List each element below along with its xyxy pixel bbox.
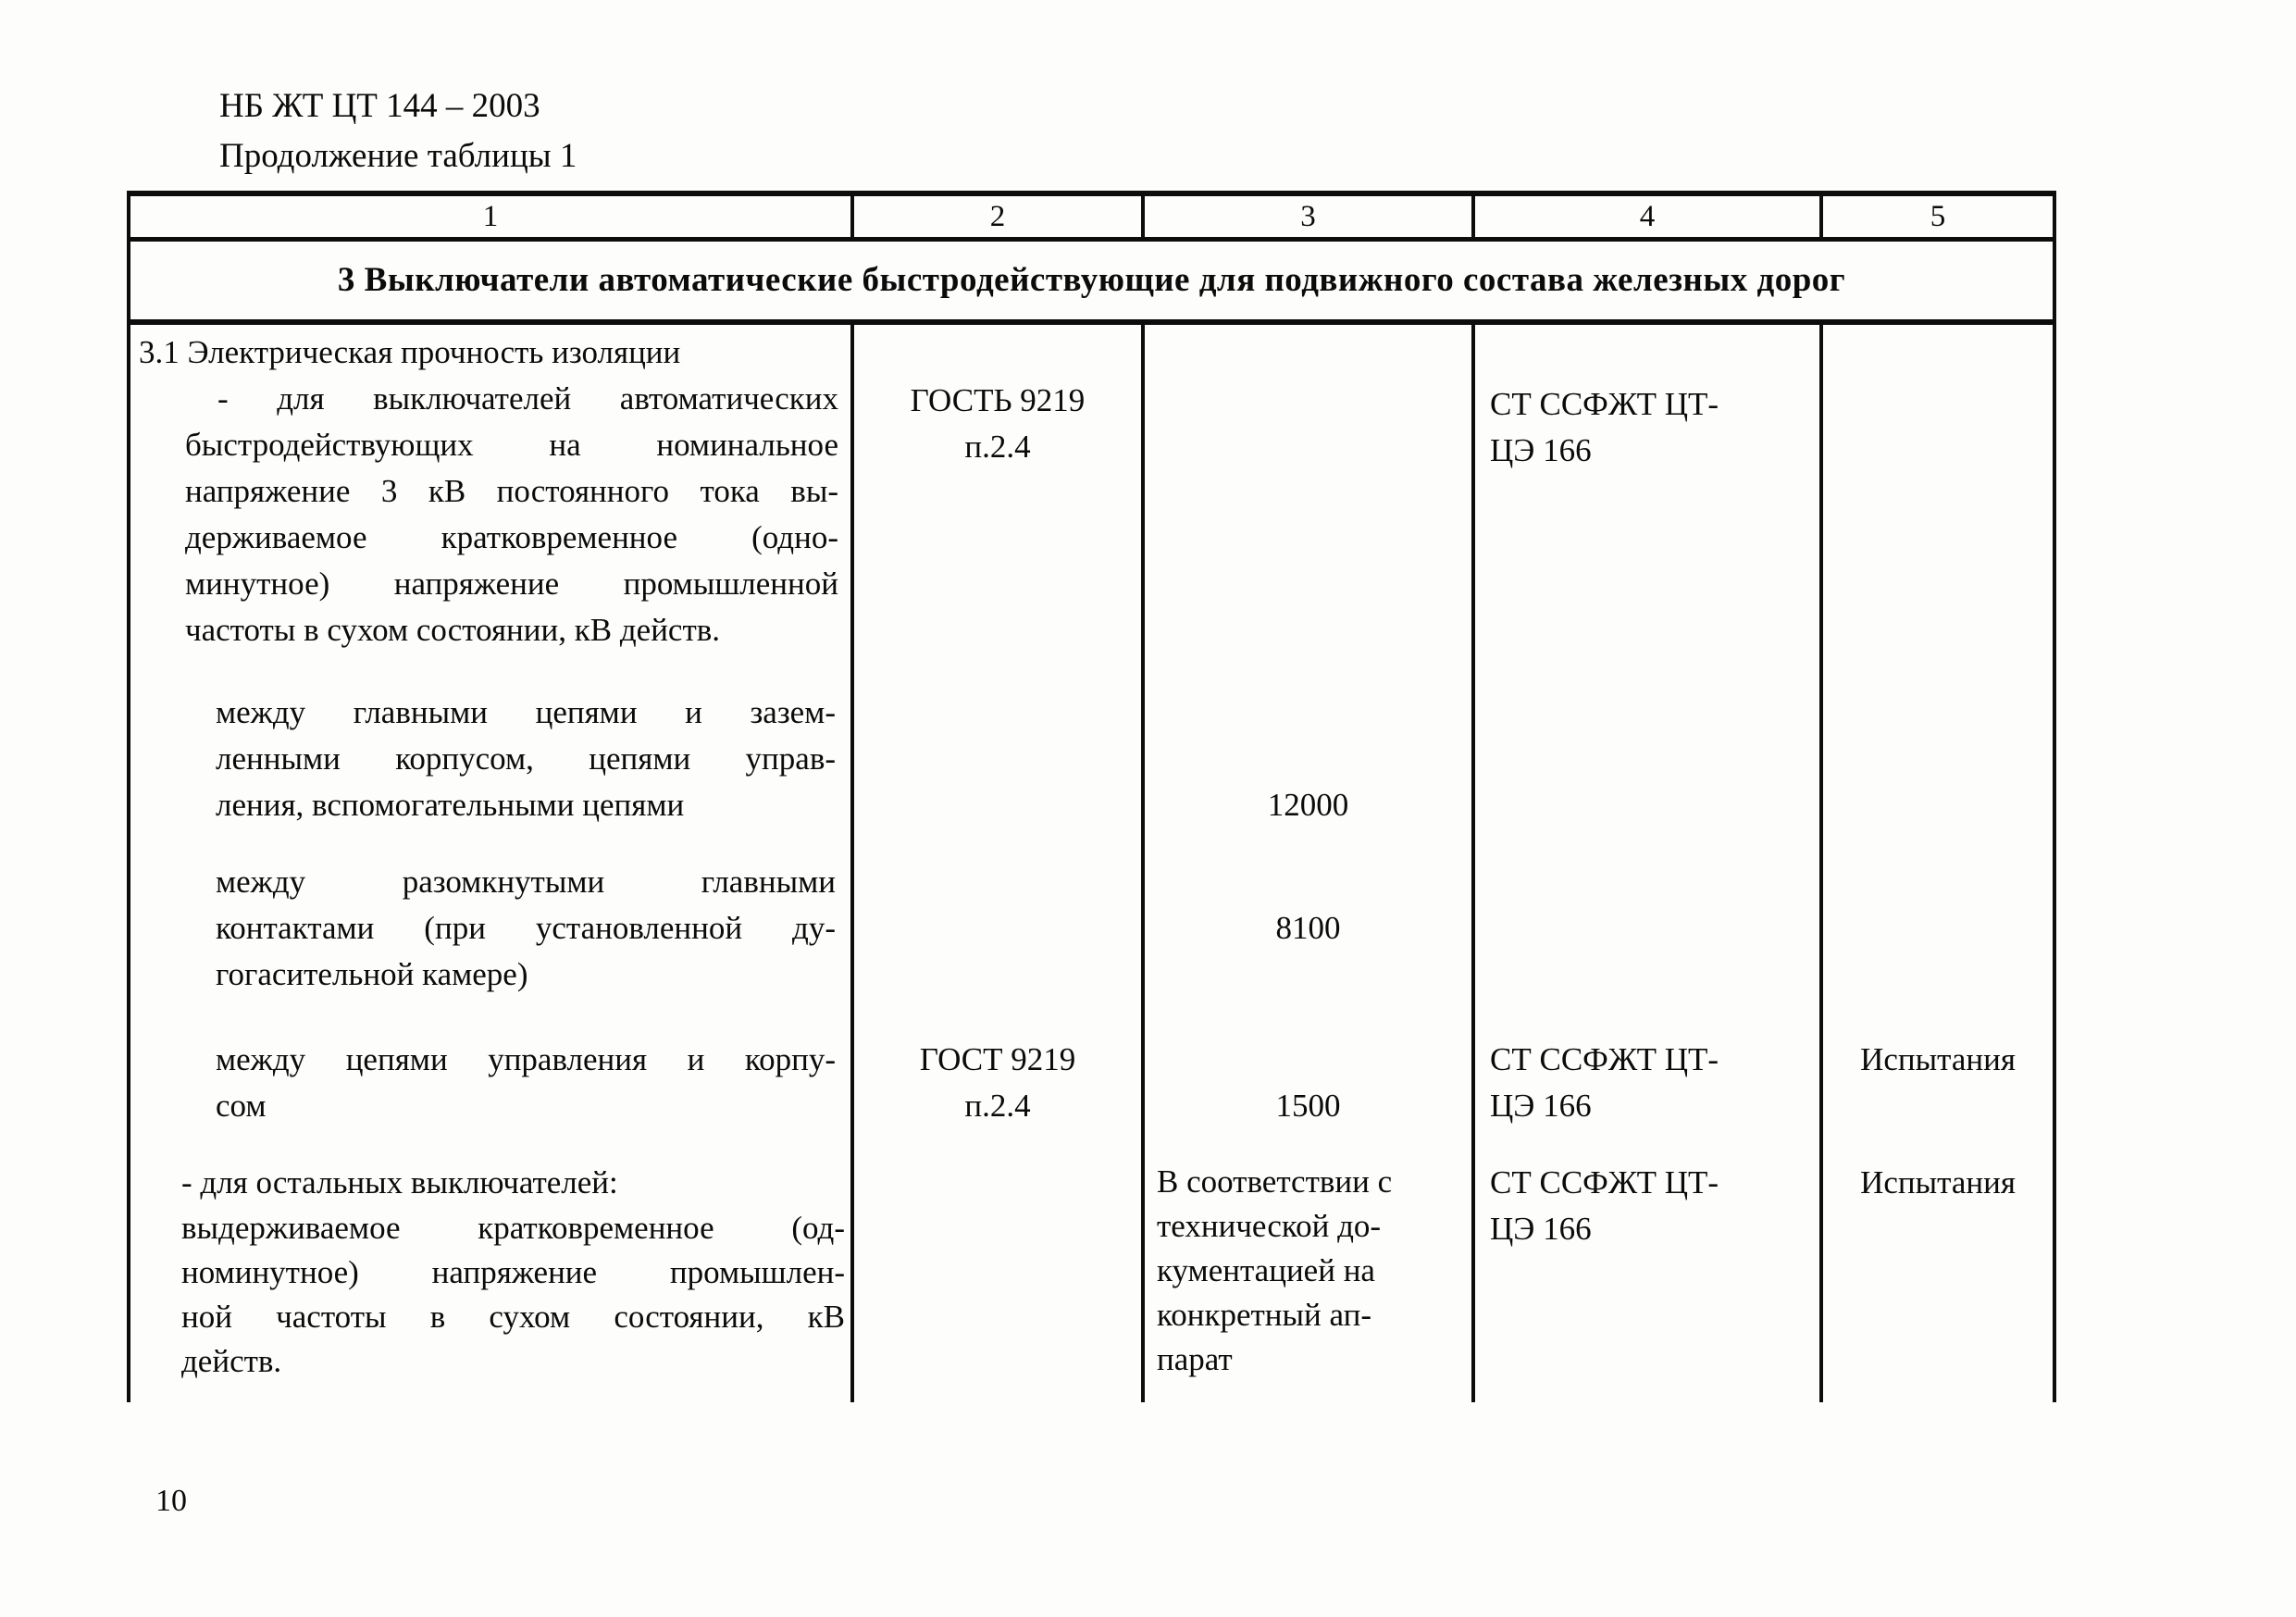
test-method-2: Испытания <box>1860 1164 2016 1200</box>
column-number-1: 1 <box>482 200 499 233</box>
value-other-breakers: В соответствии с технической до- кументацией на конкретный ап- парат <box>1157 1163 1393 1377</box>
column-separator <box>1471 325 1475 1402</box>
std-ref-gost-1: ГОСТЬ 9219 п.2.4 <box>910 382 1086 465</box>
column-separator <box>850 325 854 1402</box>
case-control-circuits: между цепями управления и корпу- сом <box>216 1041 836 1124</box>
column-number-3: 3 <box>1300 200 1316 233</box>
cert-ref-2: СТ ССФЖТ ЦТ- ЦЭ 166 <box>1490 1041 1719 1124</box>
cert-ref-1: СТ ССФЖТ ЦТ- ЦЭ 166 <box>1490 386 1719 468</box>
section-title: 3 Выключатели автоматические быстродействующие для подвижного состава железных дорог <box>337 261 1846 299</box>
clause-other-intro: - для остальных выключателей: <box>181 1164 618 1200</box>
doc-number: НБ ЖТ ЦТ 144 – 2003 <box>219 87 540 125</box>
column-separator <box>1141 325 1145 1402</box>
case-main-circuits: между главными цепями и зазем- ленными корпусом, цепями управ- ления, вспомогательными цепями <box>216 694 836 823</box>
column-number-2: 2 <box>989 200 1006 233</box>
column-separator <box>1819 325 1823 1402</box>
case-open-contacts: между разомкнутыми главными контактами (при установленной ду- гогасительной камере) <box>216 864 836 992</box>
value-control-circuits: 1500 <box>1275 1088 1341 1124</box>
table-border-left <box>127 191 130 1402</box>
clause-other-body: выдерживаемое кратковременное (од- номинутное) напряжение промышлен- ной частоты в сухом состоянии, кВ действ. <box>181 1210 845 1379</box>
value-main-circuits: 12000 <box>1267 787 1349 823</box>
table-border-right <box>2053 191 2056 1402</box>
std-ref-gost-2: ГОСТ 9219 п.2.4 <box>919 1041 1076 1124</box>
column-number-4: 4 <box>1639 200 1656 233</box>
table-border-under-section-title <box>127 319 2056 325</box>
page-number: 10 <box>155 1484 187 1518</box>
value-open-contacts: 8100 <box>1275 910 1341 946</box>
requirement-clause-breakers: - для выключателей автоматических быстродействующих на номинальное напряжение 3 кВ постоянного тока вы- держиваемое кратковременное (одно- минутное) напряжение промышленной частоты в сухом состоянии, кВ действ. <box>185 380 838 648</box>
test-method-1: Испытания <box>1860 1041 2016 1077</box>
requirement-item-title: 3.1 Электрическая прочность изоляции <box>139 334 681 370</box>
table-border-under-column-numbers <box>127 237 2056 242</box>
column-number-5: 5 <box>1930 200 1946 233</box>
table-continuation-label: Продолжение таблицы 1 <box>219 137 577 175</box>
cert-ref-3: СТ ССФЖТ ЦТ- ЦЭ 166 <box>1490 1164 1719 1247</box>
